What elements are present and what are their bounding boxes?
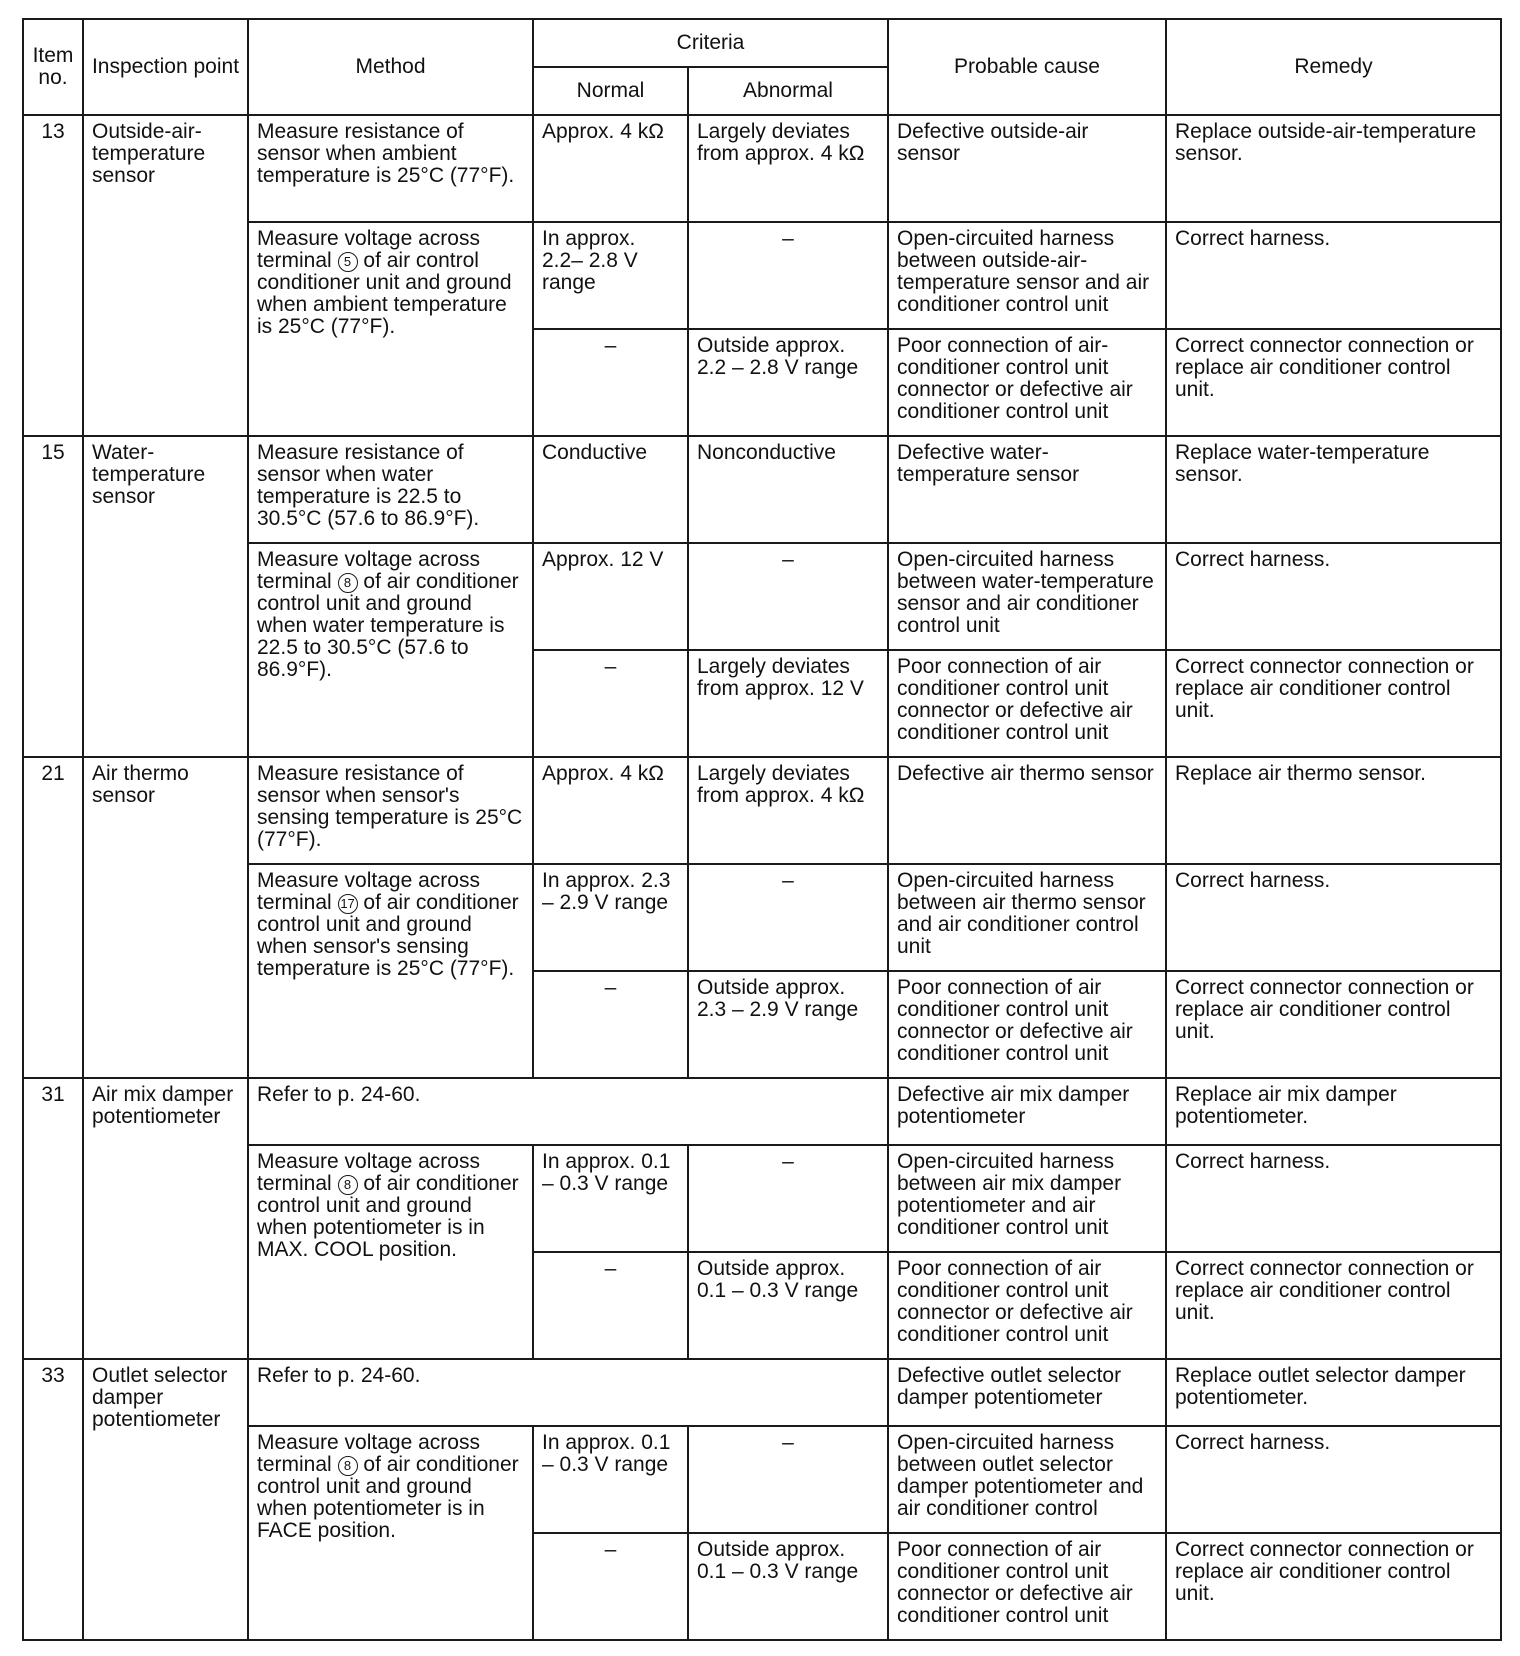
criteria-abnormal: – [688,222,888,329]
criteria-normal: In approx. 2.3 – 2.9 V range [533,864,688,971]
criteria-normal: – [533,329,688,436]
probable-cause: Poor connection of air-conditioner control unit connector or defective air conditioner control unit [888,329,1166,436]
remedy: Replace air mix damper potentiometer. [1166,1078,1501,1145]
criteria-abnormal: – [688,543,888,650]
remedy: Correct connector connection or replace air conditioner control unit. [1166,1533,1501,1640]
method-cell [248,1426,533,1640]
probable-cause: Defective outlet selector damper potentiometer [888,1359,1166,1426]
criteria-abnormal: Largely deviates from approx. 4 kΩ [688,757,888,864]
method-text-pre: Measure voltage across terminal [257,1431,480,1476]
probable-cause: Open-circuited harness between outlet selector damper potentiometer and air conditioner control [888,1426,1166,1533]
remedy: Replace outlet selector damper potentiometer. [1166,1359,1501,1426]
criteria-abnormal: Outside approx. 0.1 – 0.3 V range [688,1252,888,1359]
method-cell [248,222,533,436]
criteria-abnormal: – [688,1145,888,1252]
header-normal: Normal [533,67,688,115]
remedy: Correct harness. [1166,864,1501,971]
remedy: Correct harness. [1166,222,1501,329]
method-reference: Refer to p. 24-60. [248,1078,888,1145]
method-text-post: of air control conditioner unit and ground when ambient temperature is 25°C (77°F). [257,249,512,338]
remedy: Correct connector connection or replace air conditioner control unit. [1166,971,1501,1078]
criteria-abnormal: Outside approx. 2.2 – 2.8 V range [688,329,888,436]
remedy: Correct harness. [1166,1145,1501,1252]
remedy: Correct connector connection or replace air conditioner control unit. [1166,1252,1501,1359]
probable-cause: Open-circuited harness between water-temperature sensor and air conditioner control unit [888,543,1166,650]
terminal-number-icon: 8 [338,573,358,593]
criteria-normal: Approx. 12 V [533,543,688,650]
terminal-number-icon: 17 [338,894,358,914]
criteria-abnormal: Largely deviates from approx. 12 V [688,650,888,757]
criteria-normal: In approx. 0.1 – 0.3 V range [533,1426,688,1533]
probable-cause: Defective air mix damper potentiometer [888,1078,1166,1145]
header-remedy: Remedy [1166,19,1501,115]
probable-cause: Poor connection of air conditioner control unit connector or defective air conditioner control unit [888,971,1166,1078]
method-cell: Measure resistance of sensor when water temperature is 22.5 to 30.5°C (57.6 to 86.9°F). [248,436,533,543]
header-criteria: Criteria [533,19,888,67]
criteria-abnormal: Nonconductive [688,436,888,543]
terminal-number-icon: 8 [338,1175,358,1195]
probable-cause: Defective water-temperature sensor [888,436,1166,543]
criteria-normal: Approx. 4 kΩ [533,115,688,222]
method-text-post: of air conditioner control unit and ground when potentiometer is in MAX. COOL position. [257,1172,519,1261]
table-row [23,1359,1501,1426]
criteria-abnormal: Largely deviates from approx. 4 kΩ [688,115,888,222]
method-text-pre: Measure voltage across terminal [257,869,480,914]
criteria-normal: – [533,971,688,1078]
table-row [23,115,1501,222]
probable-cause: Open-circuited harness between outside-air-temperature sensor and air conditioner control unit [888,222,1166,329]
remedy: Correct harness. [1166,543,1501,650]
remedy: Replace air thermo sensor. [1166,757,1501,864]
probable-cause: Poor connection of air conditioner control unit connector or defective air conditioner control unit [888,1252,1166,1359]
table-row [23,757,1501,864]
probable-cause: Poor connection of air conditioner control unit connector or defective air conditioner control unit [888,1533,1166,1640]
probable-cause: Defective outside-air sensor [888,115,1166,222]
probable-cause: Defective air thermo sensor [888,757,1166,864]
remedy: Replace water-temperature sensor. [1166,436,1501,543]
remedy: Correct harness. [1166,1426,1501,1533]
item-number: 15 [23,436,83,757]
method-reference: Refer to p. 24-60. [248,1359,888,1426]
header-row [23,19,1501,67]
remedy: Correct connector connection or replace air conditioner control unit. [1166,329,1501,436]
method-text-pre: Measure voltage across terminal [257,227,480,272]
criteria-abnormal: Outside approx. 0.1 – 0.3 V range [688,1533,888,1640]
probable-cause: Open-circuited harness between air mix damper potentiometer and air conditioner control unit [888,1145,1166,1252]
criteria-abnormal: Outside approx. 2.3 – 2.9 V range [688,971,888,1078]
method-cell [248,1145,533,1359]
table-row [23,1078,1501,1145]
inspection-point: Outlet selector damper potentiometer [83,1359,248,1640]
header-method: Method [248,19,533,115]
header-inspection-point: Inspection point [83,19,248,115]
method-cell: Measure resistance of sensor when sensor's sensing temperature is 25°C (77°F). [248,757,533,864]
terminal-number-icon: 5 [338,252,358,272]
table-row [23,436,1501,543]
method-cell [248,864,533,1078]
method-text-pre: Measure voltage across terminal [257,1150,480,1195]
criteria-normal: – [533,1533,688,1640]
header-probable-cause: Probable cause [888,19,1166,115]
criteria-normal: In approx. 0.1 – 0.3 V range [533,1145,688,1252]
header-item-no: Item no. [23,19,83,115]
remedy: Replace outside-air-temperature sensor. [1166,115,1501,222]
method-cell: Measure resistance of sensor when ambient temperature is 25°C (77°F). [248,115,533,222]
method-text-post: of air conditioner control unit and ground when potentiometer is in FACE position. [257,1453,519,1542]
inspection-point: Air mix damper potentiometer [83,1078,248,1359]
terminal-number-icon: 8 [338,1456,358,1476]
method-text-post: of air conditioner control unit and ground when water temperature is 22.5 to 30.5°C (57.6 to 86.9°F). [257,570,519,681]
item-number: 33 [23,1359,83,1640]
probable-cause: Poor connection of air conditioner control unit connector or defective air conditioner control unit [888,650,1166,757]
criteria-normal: Approx. 4 kΩ [533,757,688,864]
method-text-pre: Measure voltage across terminal [257,548,480,593]
criteria-abnormal: – [688,864,888,971]
item-number: 31 [23,1078,83,1359]
method-text-post: of air conditioner control unit and ground when sensor's sensing temperature is 25°C (77°F). [257,891,519,980]
header-abnormal: Abnormal [688,67,888,115]
inspection-table [22,18,1502,1641]
method-cell [248,543,533,757]
criteria-normal: – [533,1252,688,1359]
item-number: 21 [23,757,83,1078]
inspection-point: Air thermo sensor [83,757,248,1078]
criteria-normal: In approx. 2.2– 2.8 V range [533,222,688,329]
criteria-normal: Conductive [533,436,688,543]
inspection-point: Water-temperature sensor [83,436,248,757]
inspection-point: Outside-air-temperature sensor [83,115,248,436]
item-number: 13 [23,115,83,436]
criteria-normal: – [533,650,688,757]
remedy: Correct connector connection or replace air conditioner control unit. [1166,650,1501,757]
probable-cause: Open-circuited harness between air thermo sensor and air conditioner control unit [888,864,1166,971]
criteria-abnormal: – [688,1426,888,1533]
